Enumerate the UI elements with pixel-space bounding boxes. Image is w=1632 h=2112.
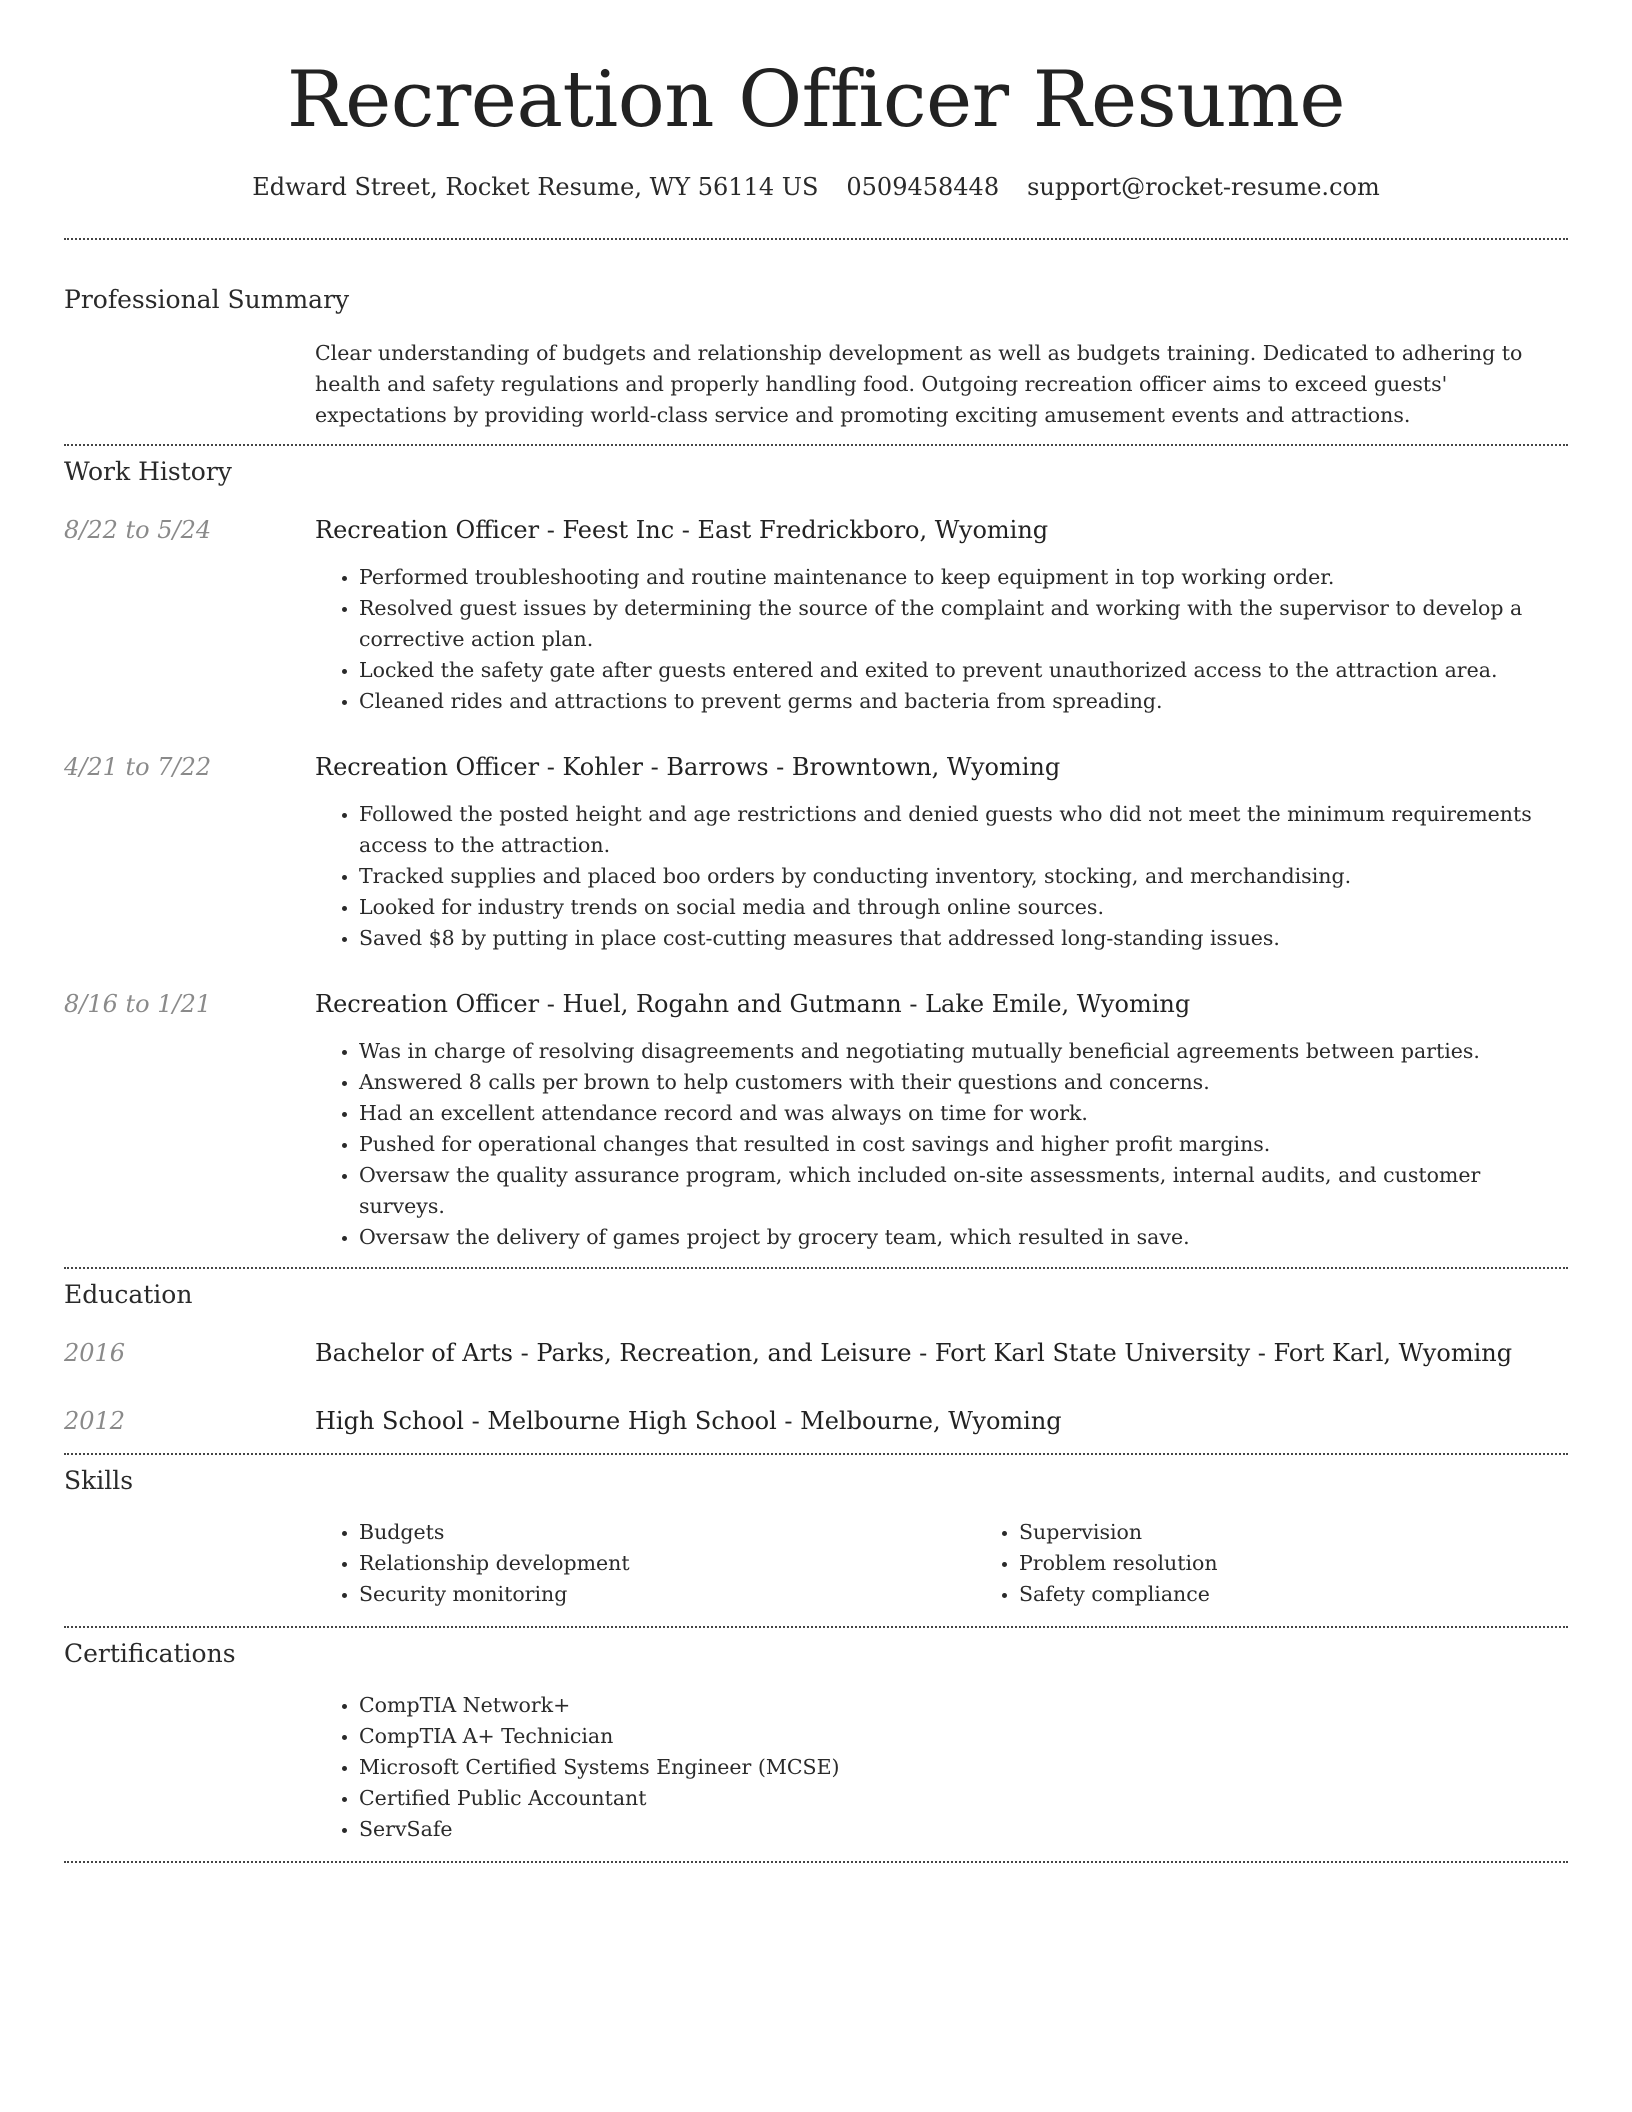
list-item: • Answered 8 calls per brown to help customers with their questions and concerns. xyxy=(359,1067,1568,1098)
list-item: • Budgets xyxy=(359,1517,975,1548)
education-entry xyxy=(64,1405,1568,1437)
contact-email: support@rocket-resume.com xyxy=(1027,173,1380,201)
list-item: • ServSafe xyxy=(359,1814,1568,1845)
divider xyxy=(64,238,1568,240)
divider xyxy=(64,1626,1568,1628)
resume-page xyxy=(64,0,1568,1863)
list-item: • CompTIA A+ Technician xyxy=(359,1721,1568,1752)
job-bullets xyxy=(315,799,1568,954)
job-dates: 4/21 to 7/22 xyxy=(64,753,212,781)
divider xyxy=(64,444,1568,446)
job-dates: 8/16 to 1/21 xyxy=(64,990,212,1018)
certifications-list xyxy=(315,1690,1568,1845)
list-item: • Performed troubleshooting and routine maintenance to keep equipment in top working order. xyxy=(359,562,1568,593)
certifications-heading: Certifications xyxy=(64,1639,236,1668)
job-entry xyxy=(64,751,1568,954)
skills-row xyxy=(64,1517,1568,1610)
divider xyxy=(64,1861,1568,1863)
list-item: • Safety compliance xyxy=(1019,1579,1632,1610)
education-year: 2012 xyxy=(64,1407,126,1435)
job-entry xyxy=(64,988,1568,1253)
list-item: • Locked the safety gate after guests entered and exited to prevent unauthorized access to the attraction area. xyxy=(359,655,1568,686)
contact-line xyxy=(64,172,1568,202)
skills-heading: Skills xyxy=(64,1466,134,1495)
list-item: • Pushed for operational changes that resulted in cost savings and higher profit margins. xyxy=(359,1129,1568,1160)
list-item: • Supervision xyxy=(1019,1517,1632,1548)
list-item: • Microsoft Certified Systems Engineer (MCSE) xyxy=(359,1752,1568,1783)
certifications-row xyxy=(64,1690,1568,1845)
summary-row xyxy=(64,338,1568,431)
job-dates: 8/22 to 5/24 xyxy=(64,516,212,544)
work-history-heading: Work History xyxy=(64,457,232,486)
contact-phone: 0509458448 xyxy=(846,173,1000,201)
education-text: Bachelor of Arts - Parks, Recreation, and Leisure - Fort Karl State University - Fort Karl, Wyoming xyxy=(315,1339,1513,1367)
contact-address: Edward Street, Rocket Resume, WY 56114 US xyxy=(252,173,819,201)
list-item: • Relationship development xyxy=(359,1548,975,1579)
list-item: • Followed the posted height and age restrictions and denied guests who did not meet the minimum requirements access to the attraction. xyxy=(359,799,1568,861)
education-entry xyxy=(64,1337,1568,1369)
list-item: • Oversaw the quality assurance program, which included on-site assessments, internal audits, and customer surveys. xyxy=(359,1160,1568,1222)
job-entry xyxy=(64,514,1568,717)
list-item: • Was in charge of resolving disagreements and negotiating mutually beneficial agreements between parties. xyxy=(359,1036,1568,1067)
list-item: • Looked for industry trends on social media and through online sources. xyxy=(359,892,1568,923)
resume-title: Recreation Officer Resume xyxy=(286,55,1346,145)
list-item: • Cleaned rides and attractions to prevent germs and bacteria from spreading. xyxy=(359,686,1568,717)
list-item: • Certified Public Accountant xyxy=(359,1783,1568,1814)
job-bullets xyxy=(315,1036,1568,1253)
skills-list-left xyxy=(315,1517,975,1610)
skills-list-right xyxy=(975,1517,1632,1610)
education-text: High School - Melbourne High School - Melbourne, Wyoming xyxy=(315,1407,1062,1435)
list-item: • Oversaw the delivery of games project by grocery team, which resulted in save. xyxy=(359,1222,1568,1253)
summary-text: Clear understanding of budgets and relationship development as well as budgets training. Dedicated to adhering to health and safety regulations and properly handling food. Outgoing recreation officer aims to exceed guests' expectations by providing world-class service and promoting exciting amusement events and attractions. xyxy=(315,341,1523,427)
divider xyxy=(64,1267,1568,1269)
divider xyxy=(64,1453,1568,1455)
education-year: 2016 xyxy=(64,1339,126,1367)
job-title: Recreation Officer - Kohler - Barrows - Browntown, Wyoming xyxy=(315,753,1061,781)
list-item: • Saved $8 by putting in place cost-cutting measures that addressed long-standing issues. xyxy=(359,923,1568,954)
list-item: • Resolved guest issues by determining the source of the complaint and working with the supervisor to develop a corrective action plan. xyxy=(359,593,1568,655)
list-item: • Tracked supplies and placed boo orders by conducting inventory, stocking, and merchandising. xyxy=(359,861,1568,892)
list-item: • Security monitoring xyxy=(359,1579,975,1610)
summary-heading: Professional Summary xyxy=(64,285,350,314)
list-item: • Had an excellent attendance record and was always on time for work. xyxy=(359,1098,1568,1129)
education-heading: Education xyxy=(64,1280,193,1309)
job-title: Recreation Officer - Huel, Rogahn and Gutmann - Lake Emile, Wyoming xyxy=(315,990,1191,1018)
job-bullets xyxy=(315,562,1568,717)
list-item: • Problem resolution xyxy=(1019,1548,1632,1579)
job-title: Recreation Officer - Feest Inc - East Fredrickboro, Wyoming xyxy=(315,516,1049,544)
list-item: • CompTIA Network+ xyxy=(359,1690,1568,1721)
